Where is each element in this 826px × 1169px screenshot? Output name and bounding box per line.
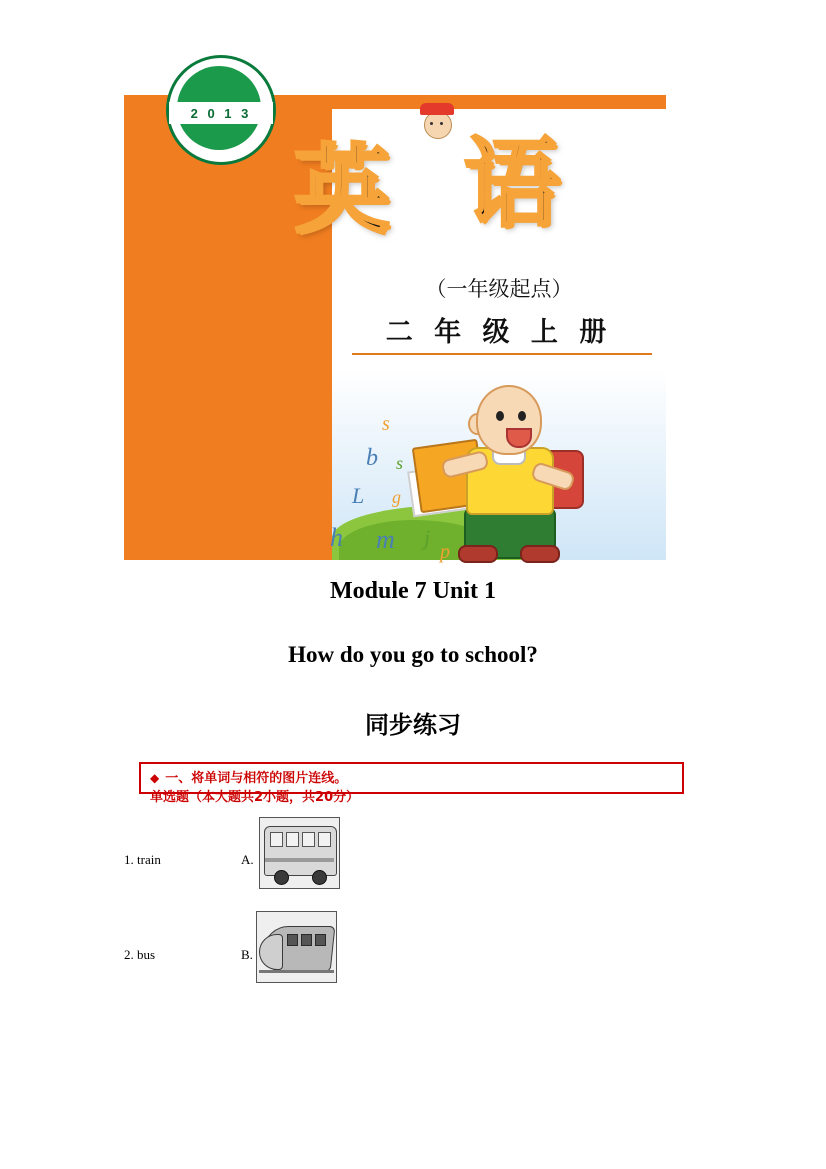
cover-orange-top-strip [332,95,666,109]
picture-bus [259,817,340,889]
decor-letter-s-icon: s [382,413,390,435]
section-title-row [150,767,347,786]
decor-letter-b-icon: b [366,445,378,471]
bus-wheel-front [274,870,289,885]
cover-subtitle: （一年级起点） [425,277,573,301]
page-title-question: How do you go to school? [288,642,538,667]
seal-year-label: 2 0 1 3 [190,106,252,121]
textbook-cover-image [124,95,666,563]
train-rail-line [259,970,334,973]
bus-side-stripe [265,858,334,862]
train-nose-shape [259,934,283,970]
page-title-chinese: 同步练习 [365,711,461,739]
mascot-hat-icon [420,103,454,115]
cover-boy-shoe-right [520,545,560,563]
cover-title-group [294,125,634,245]
decor-letter-p-icon: p [440,541,450,563]
section-title-text: 一、将单词与相符的图片连线。 [165,771,348,786]
cover-boy-shoe-left [458,545,498,563]
bus-window-4 [318,832,331,847]
train-window-2 [301,934,312,946]
exercise-word-1: 1. train [124,852,161,867]
bus-window-1 [270,832,283,847]
decor-letter-m-icon: m [376,525,395,554]
decor-letter-s2-icon: s [396,453,404,473]
mascot-head-icon [424,111,452,139]
train-window-1 [287,934,298,946]
decor-letter-j-icon: j [424,525,431,550]
cover-grade-label: 二 年 级 上 册 [385,317,613,348]
page-title-module: Module 7 Unit 1 [329,578,496,604]
picture-train [256,911,337,983]
cover-boy-eye-right [518,411,526,421]
cover-title-char-2: 语 [464,128,560,240]
mascot-eye-left-icon [430,122,433,125]
section-subtitle-text: 单选题（本大题共2小题，共20分） [150,790,360,805]
exercise-word-2: 2. bus [124,947,156,962]
bus-wheel-rear [312,870,327,885]
publisher-seal-icon [166,55,276,165]
decor-letter-g-icon: g [392,487,401,507]
bus-window-3 [302,832,315,847]
diamond-bullet-icon: ◆ [150,771,160,785]
decor-letter-l-icon: L [352,483,365,508]
bus-window-2 [286,832,299,847]
mascot-eye-right-icon [440,122,443,125]
exercise-letter-a: A. [241,852,254,867]
section-header-box [139,762,684,805]
cover-boy-eye-left [496,411,504,421]
train-window-3 [315,934,326,946]
cover-divider [352,353,652,355]
exercise-letter-b: B. [241,947,253,962]
cover-title-char-1: 英 [294,134,390,246]
decor-letter-h-icon: h [330,523,343,552]
